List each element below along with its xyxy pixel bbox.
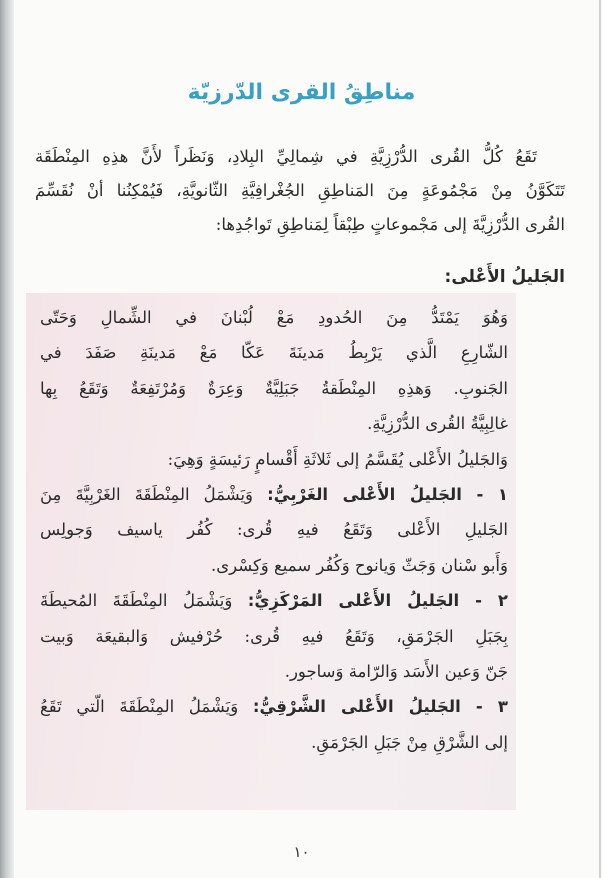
division-1-text: وَيَشْمَلُ المِنْطَقَةَ الغَرْبِيَّةَ مِنَ — [40, 485, 253, 505]
intro-line: تَقَعُ كُلُّ القُرى الدُّرْزِيَّةِ في شِمالِيِّ البِلادِ، وَنَظَراً لأَنَّ هذِهِ المِنْطَقَة — [35, 147, 537, 166]
intro-line: القُرى الدُّرْزِيَّةَ إلى مَجْموعاتٍ طِبْقاً لِمَناطِقِ تَواجُدِها: — [215, 215, 565, 234]
section-paragraph-line: وَهُوَ يَمْتَدُّ مِنَ الحُدودِ مَعْ لُبْنانَ في الشِّمالِ وَحَتّى — [40, 308, 508, 327]
division-3-label: ٣ - الجَليلُ الأَعْلى الشَّرْقِيُّ: — [252, 697, 508, 717]
page-number: ١٠ — [293, 843, 310, 861]
page-title: مناطِقُ القرى الدّرزيّة — [187, 80, 416, 105]
division-1-line: الجَليلِ الأَعْلى وَتَقَعُ فيهِ قُرى: كُفُر ياسيف وَجولِس — [40, 520, 508, 540]
intro-paragraph — [35, 140, 565, 242]
division-2-text: وَيَشْمَلُ المِنْطَقَةَ المُحيطَةَ — [40, 591, 233, 611]
division-2-line: بِجَبَلِ الجَرْمَقِ، وَتَقَعُ فيهِ قُرى: حُرْفيش وَالبقيعَة وَبيت — [40, 626, 508, 646]
intro-line: تَتَكَوَّنُ مِنْ مَجْمُوعَةٍ مِنَ المَناطِقِ الجُغْرافِيَّةِ الثّانويَّةِ، فَيُمْكِنُنا أنْ نُقَسِّمَ — [35, 181, 565, 200]
section-paragraph-line: الجَنوبِ. وَهذِهِ المِنْطَقةُ جَبَلِيَّةٌ وَعِرَةٌ وَمُرْتَفِعَةٌ وَتَقَعُ بِها — [40, 378, 508, 398]
division-1-label: ١ - الجَليلُ الأَعْلى الغَرْبِيُّ: — [267, 485, 508, 505]
section-heading: الجَليلُ الأَعْلى: — [444, 267, 565, 287]
section-paragraph-line: الشّارِعِ الَّذي يَرْبِطُ مَدينَةَ عَكّا مَعْ مَدينَةِ صَفَدَ في — [40, 343, 508, 363]
highlight-box-text — [40, 300, 508, 760]
division-2-line: جَنّ وَعين الأَسَد وَالرّامة وَساجور. — [284, 662, 508, 682]
division-1-line: وَأَبو سْنان وَجَثّ وَيانوح وَكُفُر سميع وَكِسْرى. — [210, 555, 508, 575]
division-3-line: إلى الشَّرْقِ مِنْ جَبَلِ الجَرْمَقِ. — [311, 732, 508, 752]
division-3-first-line — [40, 689, 508, 724]
division-2-label: ٢ - الجَليلُ الأَعْلى المَرْكَزِيُّ: — [247, 591, 508, 611]
division-2-first-line — [40, 583, 508, 618]
division-3-text: وَيَشْمَلُ المِنْطَقَةَ الّتي تَقَعُ — [40, 697, 239, 717]
divisions-intro: وَالجَليلُ الأَعْلى يُقَسَّمُ إلى ثَلاثَةِ أَقْسامٍ رَئيسَةٍ وَهِيَ: — [167, 449, 508, 469]
division-1-first-line — [40, 477, 508, 512]
section-paragraph-line: غالِبِيَّةُ القُرى الدُّرْزِيَّةِ. — [367, 414, 508, 434]
